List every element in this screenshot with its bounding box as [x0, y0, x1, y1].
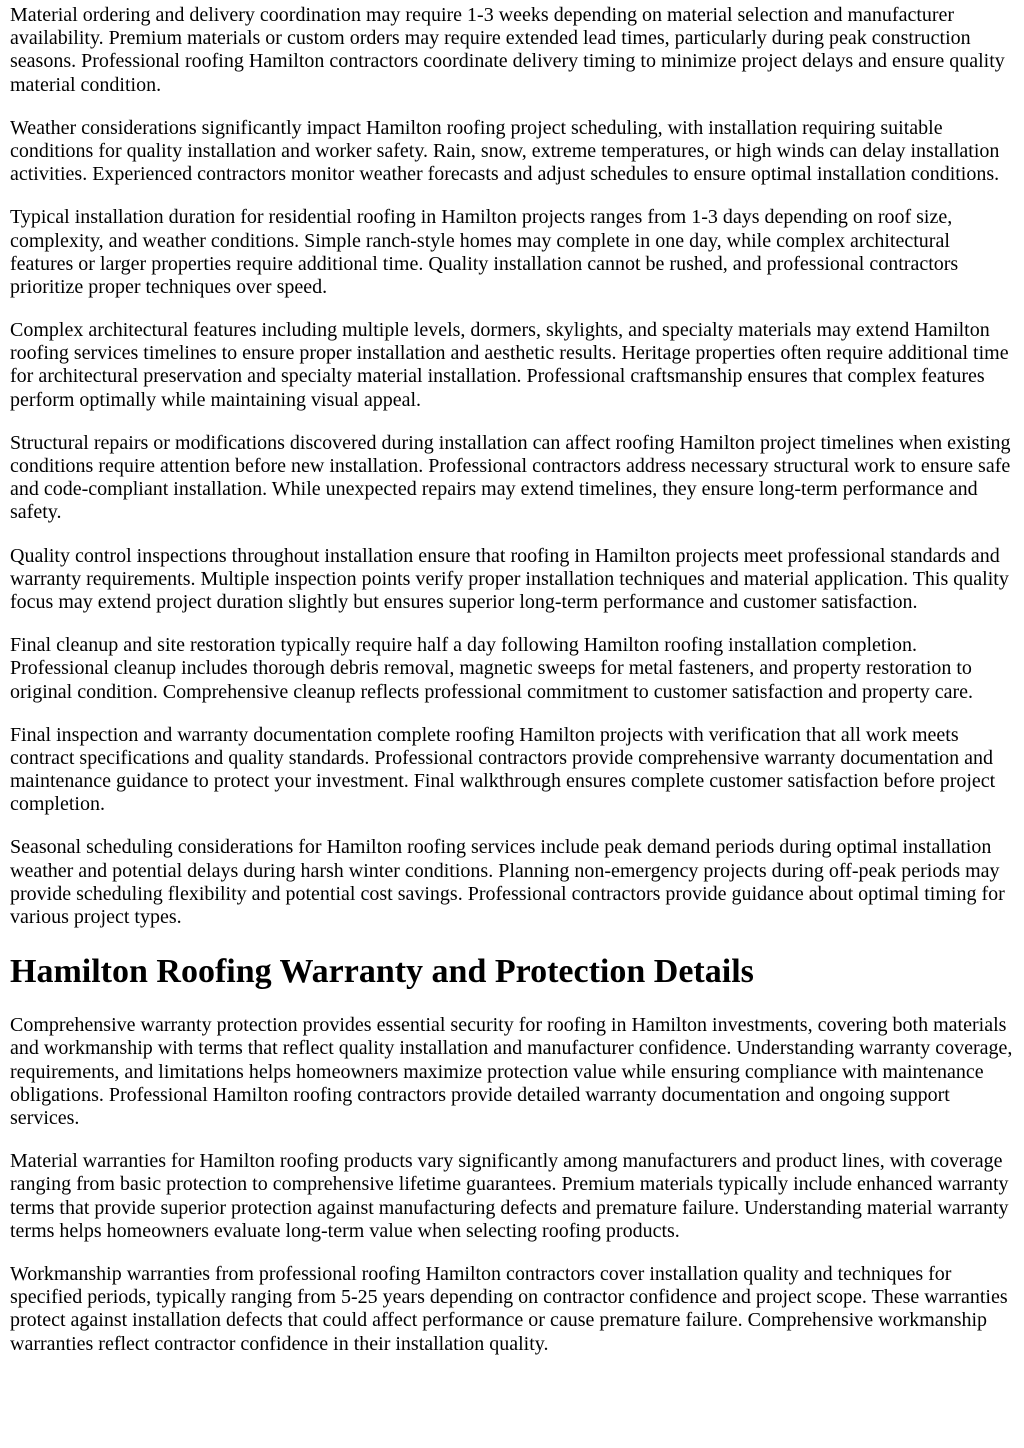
paragraph-installation-duration: Typical installation duration for residential roofing in Hamilton projects ranges from 1-3 days depending on roof size, complexity, and weather conditions. Simple ranch-style homes may complete in one day, while complex architectural features or larger properties require additional time. Quality installation cannot be rushed, and professional contractors prioritize proper techniques over speed. — [10, 206, 959, 298]
paragraph-warranty-protection: Comprehensive warranty protection provides essential security for roofing in Hamilton investments, covering both materials and workmanship with terms that reflect quality installation and manufacturer confidence. Understanding warranty coverage, requirements, and limitations helps homeowners maximize protection value while ensuring compliance with maintenance obligations. Professional Hamilton roofing contractors provide detailed warranty documentation and ongoing support services. — [10, 1014, 1013, 1130]
paragraph-material-warranties: Material warranties for Hamilton roofing products vary significantly among manufacturers and product lines, with coverage ranging from basic protection to comprehensive lifetime guarantees. Premium materials typically include enhanced warranty terms that provide superior protection against manufacturing defects and premature failure. Understanding material warranty terms helps homeowners evaluate long-term value when selecting roofing products. — [10, 1150, 1009, 1242]
paragraph-structural-repairs: Structural repairs or modifications discovered during installation can affect roofing Hamilton project timelines when existing conditions require attention before new installation. Professional contractors address necessary structural work to ensure safe and code-compliant installation. While unexpected repairs may extend timelines, they ensure long-term performance and safety. — [10, 431, 1011, 524]
paragraph-weather-considerations: Weather considerations significantly impact Hamilton roofing project scheduling, with installation requiring suitable conditions for quality installation and worker safety. Rain, snow, extreme temperatures, or high winds can delay installation activities. Experienced contractors monitor weather forecasts and adjust schedules to ensure optimal installation conditions. — [10, 116, 1000, 186]
warranty-section-heading: Hamilton Roofing Warranty and Protection Details — [10, 953, 754, 991]
paragraph-final-inspection: Final inspection and warranty documentation complete roofing Hamilton projects with verification that all work meets contract specifications and quality standards. Professional contractors provide comprehensive warranty documentation and maintenance guidance to protect your investment. Final walkthrough ensures complete customer satisfaction before project completion. — [10, 723, 996, 816]
paragraph-quality-control: Quality control inspections throughout installation ensure that roofing in Hamilton projects meet professional standards and warranty requirements. Multiple inspection points verify proper installation techniques and material application. This quality focus may extend project duration slightly but ensures superior long-term performance and customer satisfaction. — [10, 544, 1009, 613]
paragraph-material-ordering: Material ordering and delivery coordination may require 1-3 weeks depending on material selection and manufacturer availability. Premium materials or custom orders may require extended lead times, particularly during peak construction seasons. Professional roofing Hamilton contractors coordinate delivery timing to minimize project delays and ensure quality material condition. — [10, 4, 1005, 96]
paragraph-workmanship-warranties: Workmanship warranties from professional roofing Hamilton contractors cover installation quality and techniques for specified periods, typically ranging from 5-25 years depending on contractor confidence and project scope. These warranties protect against installation defects that could affect performance or cause premature failure. Comprehensive workmanship warranties reflect contractor confidence in their installation quality. — [10, 1262, 1008, 1355]
paragraph-seasonal-scheduling: Seasonal scheduling considerations for Hamilton roofing services include peak demand periods during optimal installation weather and potential delays during harsh winter conditions. Planning non-emergency projects during off-peak periods may provide scheduling flexibility and potential cost savings. Professional contractors provide guidance about optimal timing for various project types. — [10, 836, 1005, 928]
paragraph-complex-features: Complex architectural features including multiple levels, dormers, skylights, and specialty materials may extend Hamilton roofing services timelines to ensure proper installation and aesthetic results. Heritage properties often require additional time for architectural preservation and specialty material installation. Professional craftsmanship ensures that complex features perform optimally while maintaining visual appeal. — [10, 319, 1009, 411]
paragraph-final-cleanup: Final cleanup and site restoration typically require half a day following Hamilton roofing installation completion. Professional cleanup includes thorough debris removal, magnetic sweeps for metal fasteners, and property restoration to original condition. Comprehensive cleanup reflects professional commitment to customer satisfaction and property care. — [10, 634, 974, 703]
